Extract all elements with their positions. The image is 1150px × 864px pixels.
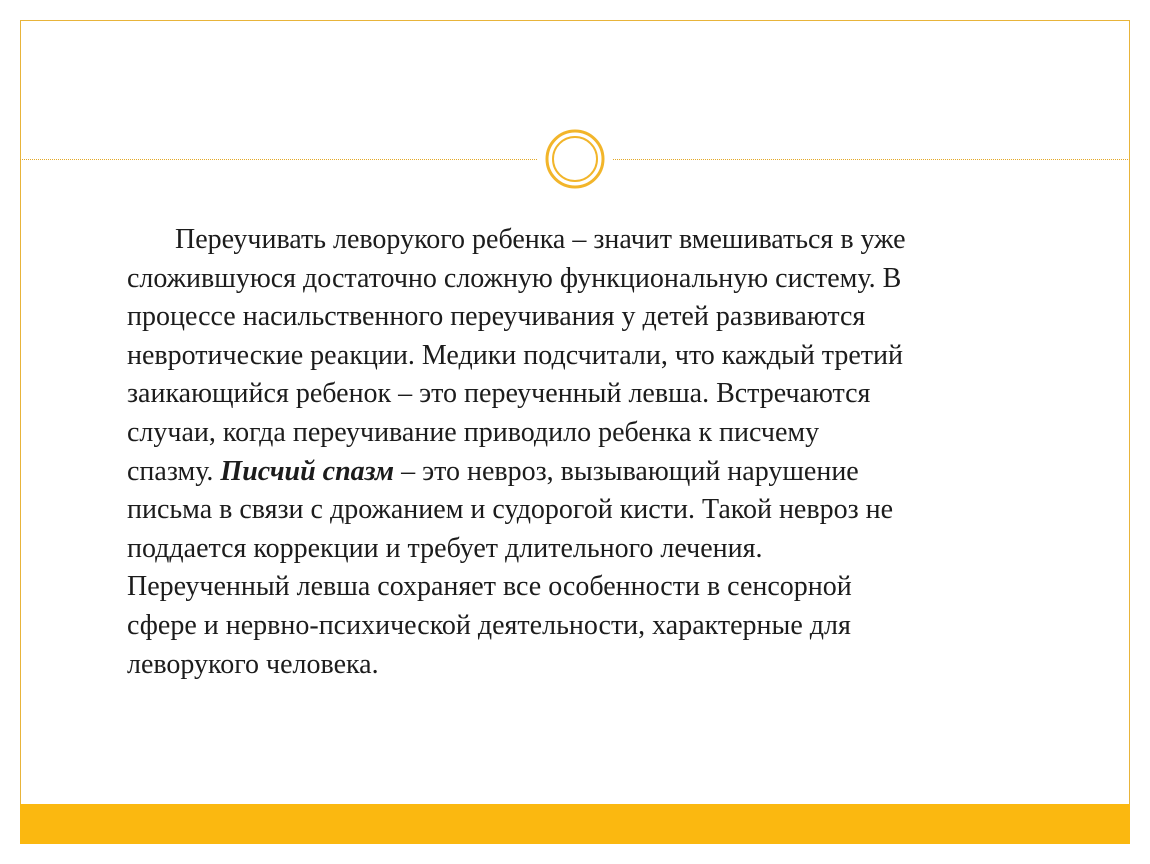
- text-line: сложившуюся достаточно сложную функциональную систему. В: [127, 262, 902, 294]
- divider-right: [613, 159, 1130, 160]
- text-line: поддается коррекции и требует длительного лечения.: [127, 532, 763, 564]
- text-line: Переучивать леворукого ребенка – значит вмешиваться в уже: [175, 224, 906, 255]
- body-text: [127, 221, 1027, 684]
- text-line: сфере и нервно-психической деятельности, характерные для: [127, 609, 851, 641]
- bottom-accent-bar: [20, 804, 1130, 844]
- highlighted-term: Писчий спазм: [220, 455, 395, 487]
- double-ring-icon: [545, 129, 605, 189]
- text-line: письма в связи с дрожанием и судорогой кисти. Такой невроз не: [127, 494, 894, 526]
- text-line: случаи, когда переучивание приводило ребенка к писчему: [127, 416, 820, 448]
- text-fragment: спазму.: [127, 455, 221, 487]
- divider-left: [20, 159, 537, 160]
- text-line: [127, 453, 1027, 492]
- text-line: заикающийся ребенок – это переученный левша. Встречаются: [127, 378, 871, 410]
- text-line: леворукого человека.: [127, 648, 379, 680]
- text-fragment: – это невроз, вызывающий нарушение: [394, 455, 859, 487]
- text-line: процессе насильственного переучивания у детей развиваются: [127, 301, 866, 333]
- text-line: Переученный левша сохраняет все особенности в сенсорной: [127, 571, 852, 603]
- text-line: невротические реакции. Медики подсчитали, что каждый третий: [127, 339, 904, 371]
